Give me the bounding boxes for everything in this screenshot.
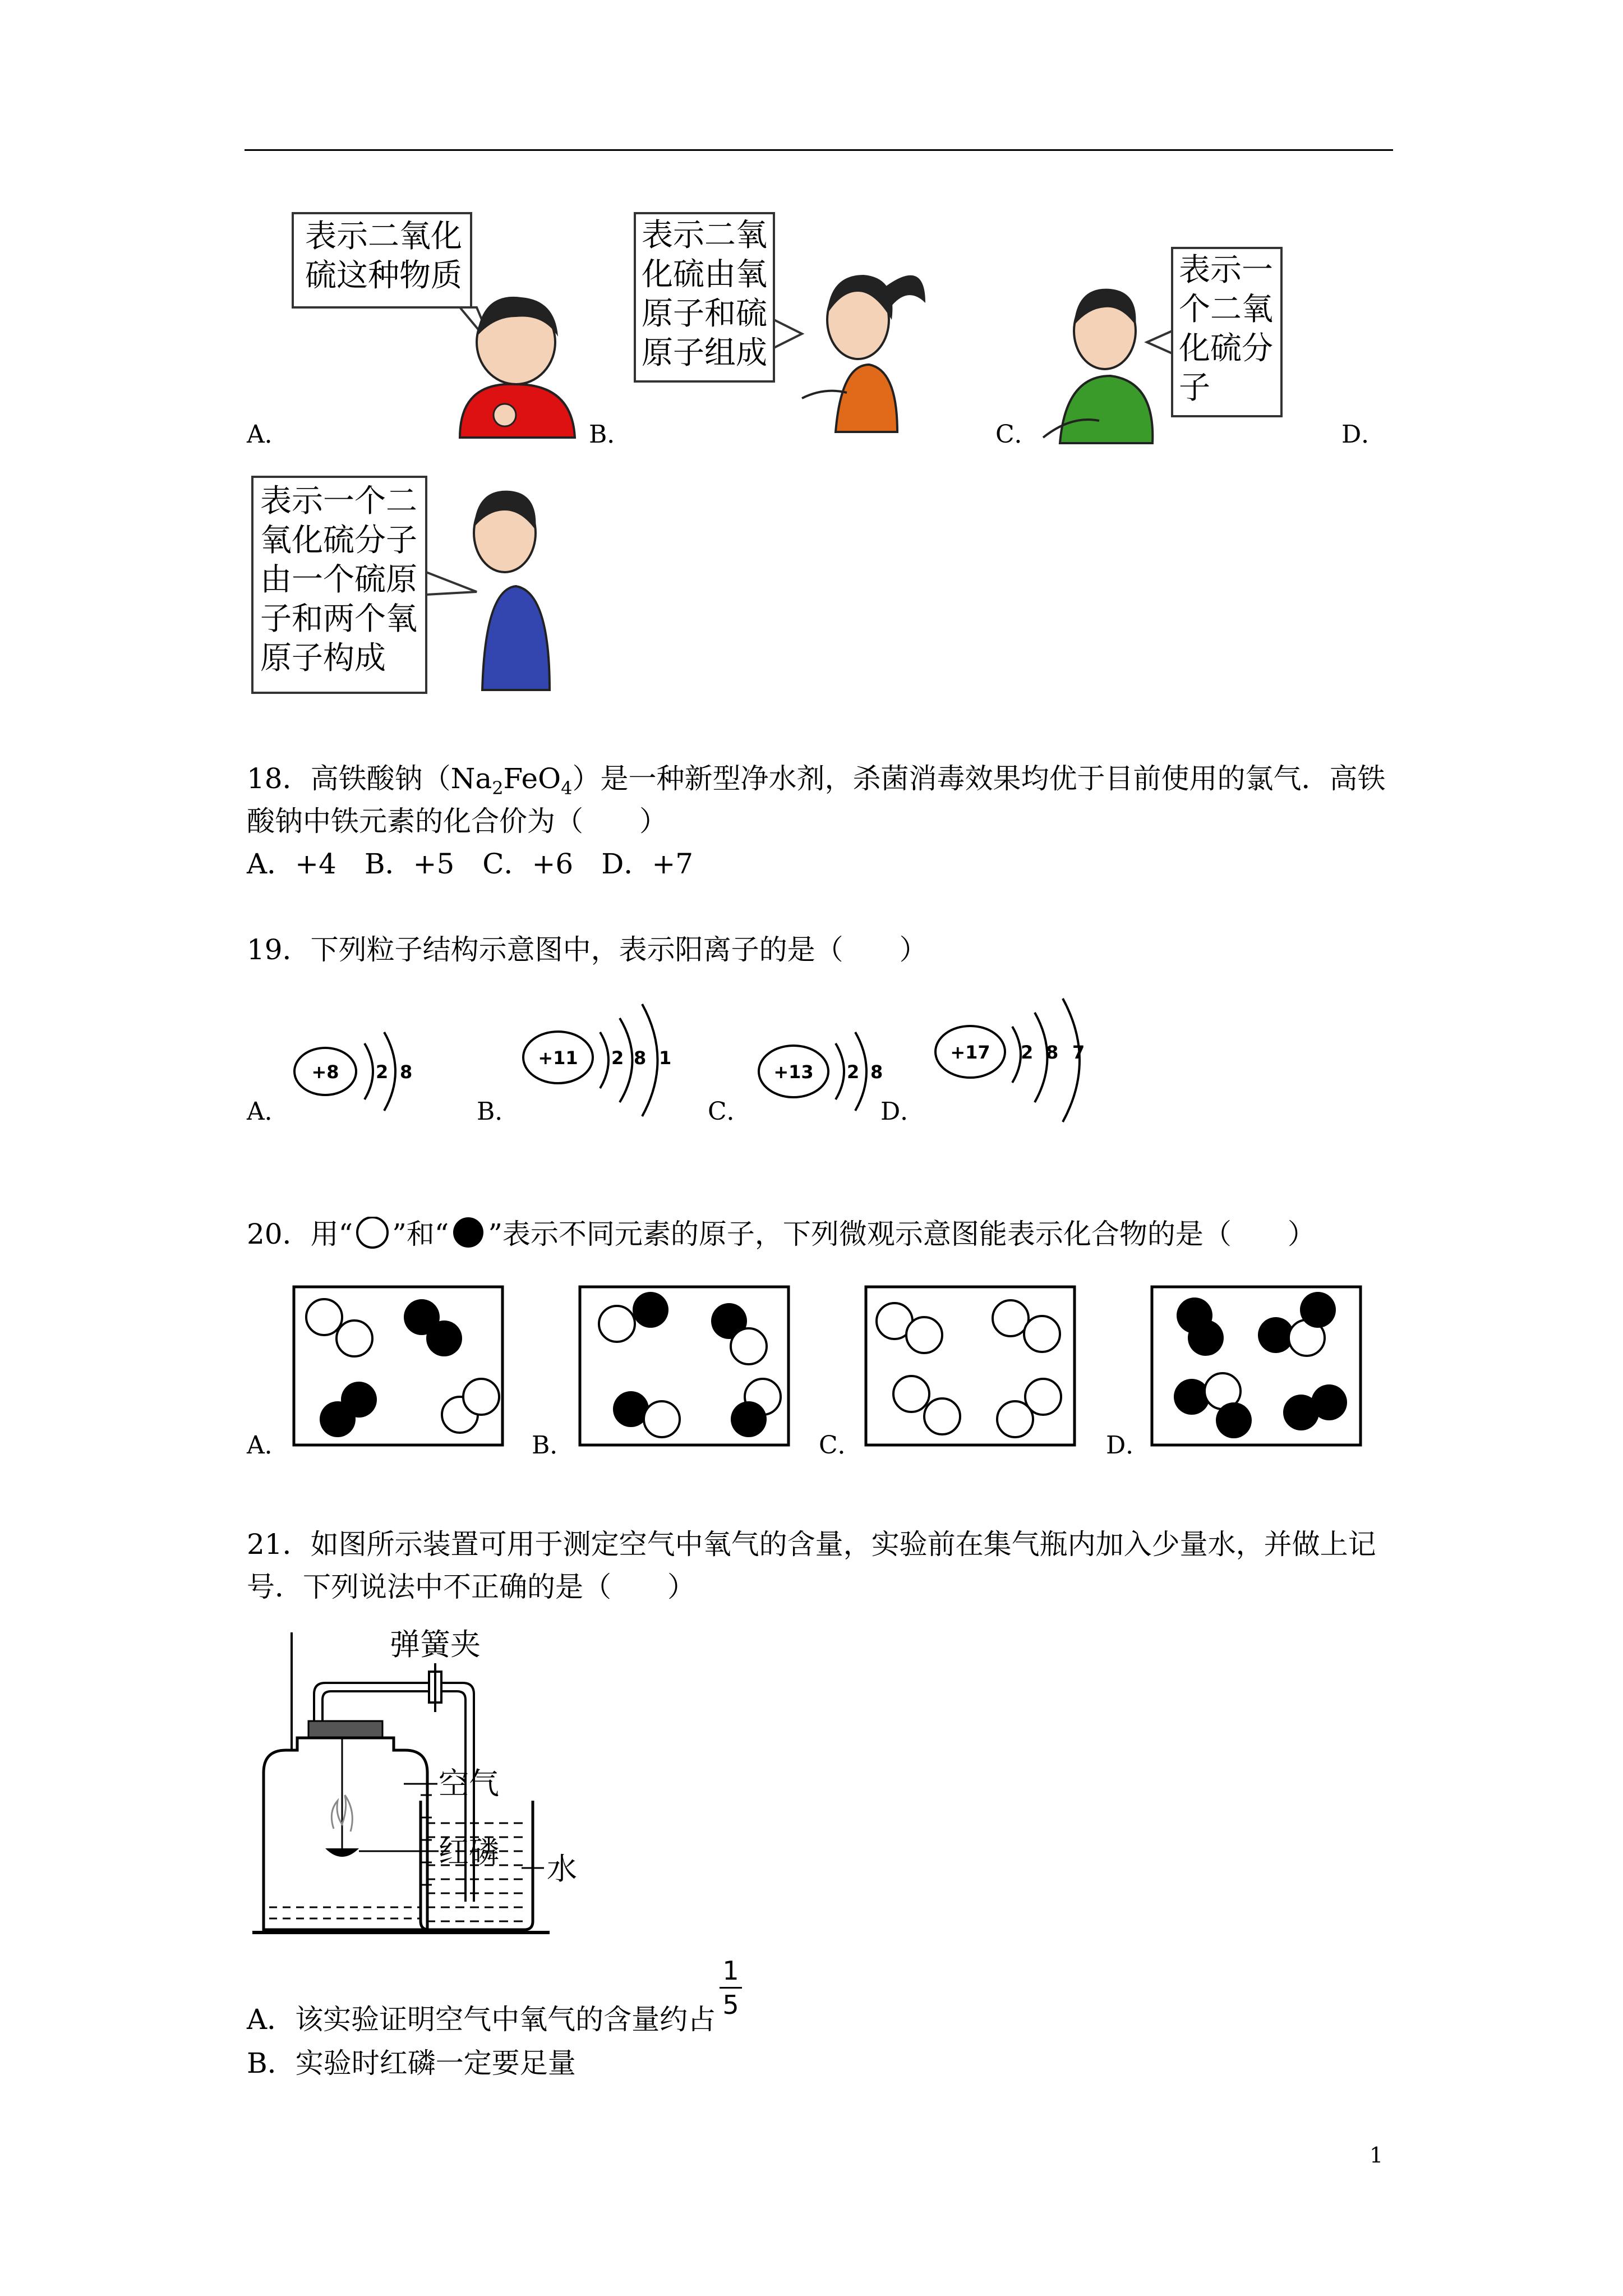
box-a [294, 1287, 502, 1445]
bubble-c-line-3: 化硫分 [1179, 330, 1273, 367]
q20-text-pre: 20．用“ [247, 1218, 353, 1250]
q20-option-a: A． [247, 1431, 289, 1460]
atom-c-shell-2: 8 [870, 1061, 883, 1083]
q21-stem-line-1: 21．如图所示装置可用于测定空气中氧气的含量，实验前在集气瓶内加入少量水，并做上记 [247, 1528, 1376, 1561]
q19-stem: 19．下列粒子结构示意图中，表示阳离子的是（ ） [247, 933, 928, 966]
q18-text-mid: FeO [503, 762, 561, 795]
q20-option-c: C． [819, 1431, 863, 1460]
bubble-d-line-2: 氧化硫分子 [260, 522, 417, 559]
atom-c [759, 1032, 883, 1111]
bubble-a-line-1: 表示二氧化 [305, 218, 462, 255]
q18-text-pre: 18．高铁酸钠（Na [247, 762, 492, 795]
bubble-a-line-2: 硫这种物质 [305, 257, 462, 294]
bubble-d-line-5: 原子构成 [260, 640, 386, 677]
atom-d-shell-3: 7 [1072, 1042, 1085, 1063]
black-atom-icon [449, 1217, 488, 1250]
atom-d [935, 999, 1085, 1122]
q19-atom-diagrams [280, 987, 1122, 1133]
white-atom-icon [353, 1217, 392, 1250]
bubble-b-line-1: 表示二氧 [642, 217, 767, 254]
q17-option-a: A． [247, 420, 289, 449]
q20-stem [247, 1213, 1316, 1255]
q18-text-post: ）是一种新型净水剂，杀菌消毒效果均优于目前使用的氯气．高铁 [572, 762, 1386, 795]
q20-text-mid: ”和“ [392, 1218, 449, 1250]
q21-apparatus-diagram [241, 1616, 611, 1935]
bubble-d-line-3: 由一个硫原 [260, 562, 417, 598]
q17-figure-d [247, 471, 572, 701]
q18-stem-line-2: 酸钠中铁元素的化合价为（ ） [247, 805, 667, 838]
q19-option-b: B． [477, 1097, 520, 1126]
atom-b-shell-2: 8 [634, 1047, 647, 1069]
q17-figure-a [292, 202, 583, 449]
bubble-b-line-2: 化硫由氧 [642, 256, 767, 293]
atom-b-shell-1: 2 [611, 1047, 624, 1069]
atom-d-shell-2: 8 [1046, 1042, 1059, 1063]
atom-a-shell-1: 2 [376, 1061, 389, 1083]
atom-b [523, 1004, 671, 1116]
label-water: 水 [547, 1851, 577, 1887]
q18-choices: A．+4 B．+5 C．+6 D．+7 [247, 848, 694, 880]
q17-figure-b [634, 208, 948, 443]
box-c [866, 1287, 1075, 1445]
q19-option-d: D． [880, 1097, 925, 1126]
label-air: 空气 [439, 1766, 499, 1801]
q20-option-b: B． [532, 1431, 575, 1460]
q20-text-post: ”表示不同元素的原子，下列微观示意图能表示化合物的是（ ） [488, 1218, 1316, 1250]
bubble-d-line-1: 表示一个二 [260, 483, 417, 519]
bubble-c-line-2: 个二氧 [1179, 291, 1273, 328]
box-d [1152, 1287, 1361, 1445]
atom-b-nucleus: +11 [538, 1047, 578, 1069]
q21-option-b: B．实验时红磷一定要足量 [247, 2047, 576, 2079]
atom-a-nucleus: +8 [311, 1061, 339, 1083]
bubble-c-line-4: 子 [1179, 370, 1210, 406]
q21-option-a-text: A．该实验证明空气中氧气的含量约占 [247, 2003, 716, 2036]
q18-sub-2: 2 [492, 777, 504, 799]
label-phosphorus: 红磷 [439, 1834, 499, 1870]
q17-option-d: D． [1341, 420, 1386, 449]
q17-option-c: C． [995, 420, 1039, 449]
bubble-c-line-1: 表示一 [1179, 252, 1273, 288]
q19-option-c: C． [708, 1097, 751, 1126]
atom-d-shell-1: 2 [1021, 1042, 1034, 1063]
atom-a-shell-2: 8 [400, 1061, 413, 1083]
atom-a [294, 1032, 412, 1111]
atom-c-nucleus: +13 [773, 1061, 814, 1083]
box-b [580, 1287, 789, 1445]
q20-molecule-boxes [292, 1285, 1380, 1453]
q18-sub-4: 4 [561, 777, 573, 799]
fraction-one-fifth [720, 1955, 742, 2020]
bubble-d-line-4: 子和两个氧 [260, 601, 417, 637]
q21-option-a [247, 1998, 716, 2041]
bubble-b-line-3: 原子和硫 [642, 296, 767, 332]
q21-stem-line-2: 号．下列说法中不正确的是（ ） [247, 1571, 695, 1603]
atom-d-nucleus: +17 [950, 1042, 990, 1063]
q17-option-b: B． [589, 420, 632, 449]
q17-figure-c [1032, 247, 1312, 449]
q19-option-a: A． [247, 1097, 289, 1126]
fraction-denominator: 5 [722, 1990, 739, 2020]
fraction-bar [720, 1987, 742, 1989]
label-clip: 弹簧夹 [390, 1627, 481, 1662]
atom-c-shell-1: 2 [847, 1061, 860, 1083]
q20-option-d: D． [1106, 1431, 1151, 1460]
fraction-numerator: 1 [722, 1955, 739, 1986]
header-rule [245, 149, 1393, 151]
page-number: 1 [1370, 2143, 1384, 2168]
bubble-b-line-4: 原子组成 [642, 335, 767, 371]
atom-b-shell-3: 1 [659, 1047, 672, 1069]
